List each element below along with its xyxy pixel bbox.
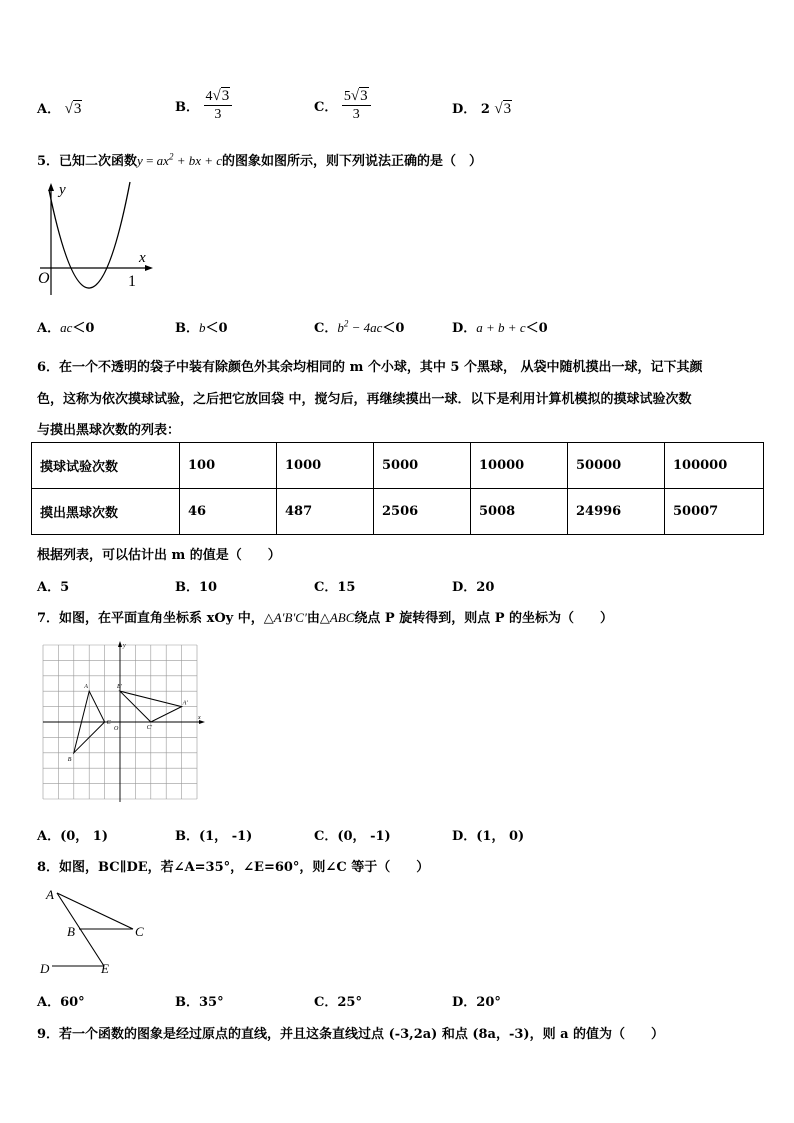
table-cell: 50007 — [665, 489, 764, 535]
q6-stem-line1: 6．在一个不透明的袋子中装有除颜色外其余均相同的 m 个小球，其中 5 个黑球， 从袋中随机摸出一球，记下其颜 — [37, 360, 703, 375]
q7-label-x: x — [198, 715, 201, 721]
q6-option-d: D．20 — [452, 580, 495, 595]
q6-stem-line2: 色，这称为依次摸球试验，之后把它放回袋 中，搅匀后，再继续摸出一球．以下是利用计算机模拟的摸球试验次数 — [37, 392, 692, 407]
q6-after-text: 根据列表，可以估计出 m 的值是（ ） — [37, 548, 281, 563]
q8-label-e: E — [101, 961, 109, 976]
q7-y-axis-arrow — [118, 641, 122, 647]
q4-option-c-fraction: $\frac{5√3}{3}$ — [342, 88, 371, 123]
q7-label-b-prime: B' — [117, 684, 122, 691]
table-cell: 摸球试验次数 — [32, 443, 180, 489]
table-cell: 50000 — [568, 443, 665, 489]
q5-parabola-graph — [35, 180, 160, 300]
q5-x-label: x — [139, 250, 146, 266]
q5-option-d: D．a + b + c＜0 — [452, 320, 548, 336]
table-row — [32, 489, 764, 535]
q8-option-a: A．60° — [37, 995, 85, 1010]
q6-option-b: B．10 — [175, 580, 218, 595]
q7-stem: 7．如图，在平面直角坐标系 xOy 中，△A′B′C′由△ABC绕点 P 旋转得到，则点 P 的坐标为（ ） — [37, 610, 614, 626]
q5-option-a: A．ac＜0 — [37, 320, 95, 336]
q8-label-a: A — [46, 887, 54, 902]
q7-label-c: C — [106, 720, 111, 726]
q7-option-c: C．(0， -1) — [314, 829, 391, 844]
q7-label-a-prime: A' — [182, 700, 188, 707]
q8-stem: 8．如图，BC∥DE，若∠A=35°，∠E=60°，则∠C 等于（ ） — [37, 860, 430, 875]
q4-option-a-value: √3 — [64, 101, 82, 117]
q8-option-d: D．20° — [452, 995, 501, 1010]
q4-option-c — [314, 88, 371, 123]
q7-label-a: A — [84, 684, 88, 691]
q4-option-d-label: D． — [452, 102, 477, 117]
q8-label-b: B — [67, 924, 75, 939]
q5-option-b: B．b＜0 — [175, 320, 228, 336]
q5-option-c: C．$b^2 - 4ac<0$ — [314, 318, 405, 336]
q8-label-c: C — [135, 924, 144, 939]
table-cell: 10000 — [471, 443, 568, 489]
table-cell: 5008 — [471, 489, 568, 535]
q4-option-c-label: C． — [314, 100, 338, 115]
q4-option-d-coef: 2 — [480, 102, 490, 117]
q4-option-d-radical: √3 — [494, 101, 512, 117]
q4-option-b — [175, 88, 232, 123]
q6-option-c: C．15 — [314, 580, 356, 595]
q6-stem-line3: 与摸出黑球次数的列表： — [37, 423, 181, 438]
q7-option-b: B．(1， -1) — [175, 829, 253, 844]
table-cell: 2506 — [374, 489, 471, 535]
q7-grid-graph — [38, 640, 210, 805]
q5-x-axis-arrow — [145, 265, 153, 271]
table-cell: 487 — [277, 489, 374, 535]
q7-label-y: y — [123, 643, 126, 649]
q4-option-b-label: B． — [175, 100, 199, 115]
q8-label-d: D — [40, 961, 50, 976]
q5-origin-label: O — [38, 270, 50, 287]
q4-option-d — [452, 98, 512, 118]
q7-option-d: D．(1， 0) — [452, 829, 525, 844]
q5-one-label: 1 — [128, 273, 136, 290]
table-row — [32, 443, 764, 489]
table-cell: 5000 — [374, 443, 471, 489]
table-cell: 100000 — [665, 443, 764, 489]
q5-y-label: y — [59, 182, 66, 198]
q8-option-b: B．35° — [175, 995, 224, 1010]
q6-option-a: A．5 — [37, 580, 70, 595]
q7-label-origin: O — [114, 726, 119, 732]
q4-option-a — [37, 98, 82, 118]
q7-label-b: B — [67, 756, 72, 763]
table-cell: 100 — [180, 443, 277, 489]
table-cell: 1000 — [277, 443, 374, 489]
q7-label-c-prime: C' — [146, 725, 153, 731]
q4-option-b-fraction: $\frac{4√3}{3}$ — [204, 88, 233, 123]
q5-y-axis-arrow — [48, 183, 54, 191]
q9-stem: 9．若一个函数的图象是经过原点的直线，并且这条直线过点 (-3,2a) 和点 (8a，-3)，则 a 的值为（ ） — [37, 1027, 665, 1042]
table-cell: 摸出黑球次数 — [32, 489, 180, 535]
q5-stem: 5．已知二次函数$y = ax^2$ + bx + c的图象如图所示，则下列说法正确的是（ ） — [37, 151, 483, 169]
table-cell: 24996 — [568, 489, 665, 535]
q4-option-a-label: A． — [37, 102, 61, 117]
table-cell: 46 — [180, 489, 277, 535]
q6-data-table — [31, 442, 764, 535]
q8-parallel-lines-figure — [38, 884, 150, 976]
q7-option-a: A．(0， 1) — [37, 829, 109, 844]
q8-option-c: C．25° — [314, 995, 362, 1010]
